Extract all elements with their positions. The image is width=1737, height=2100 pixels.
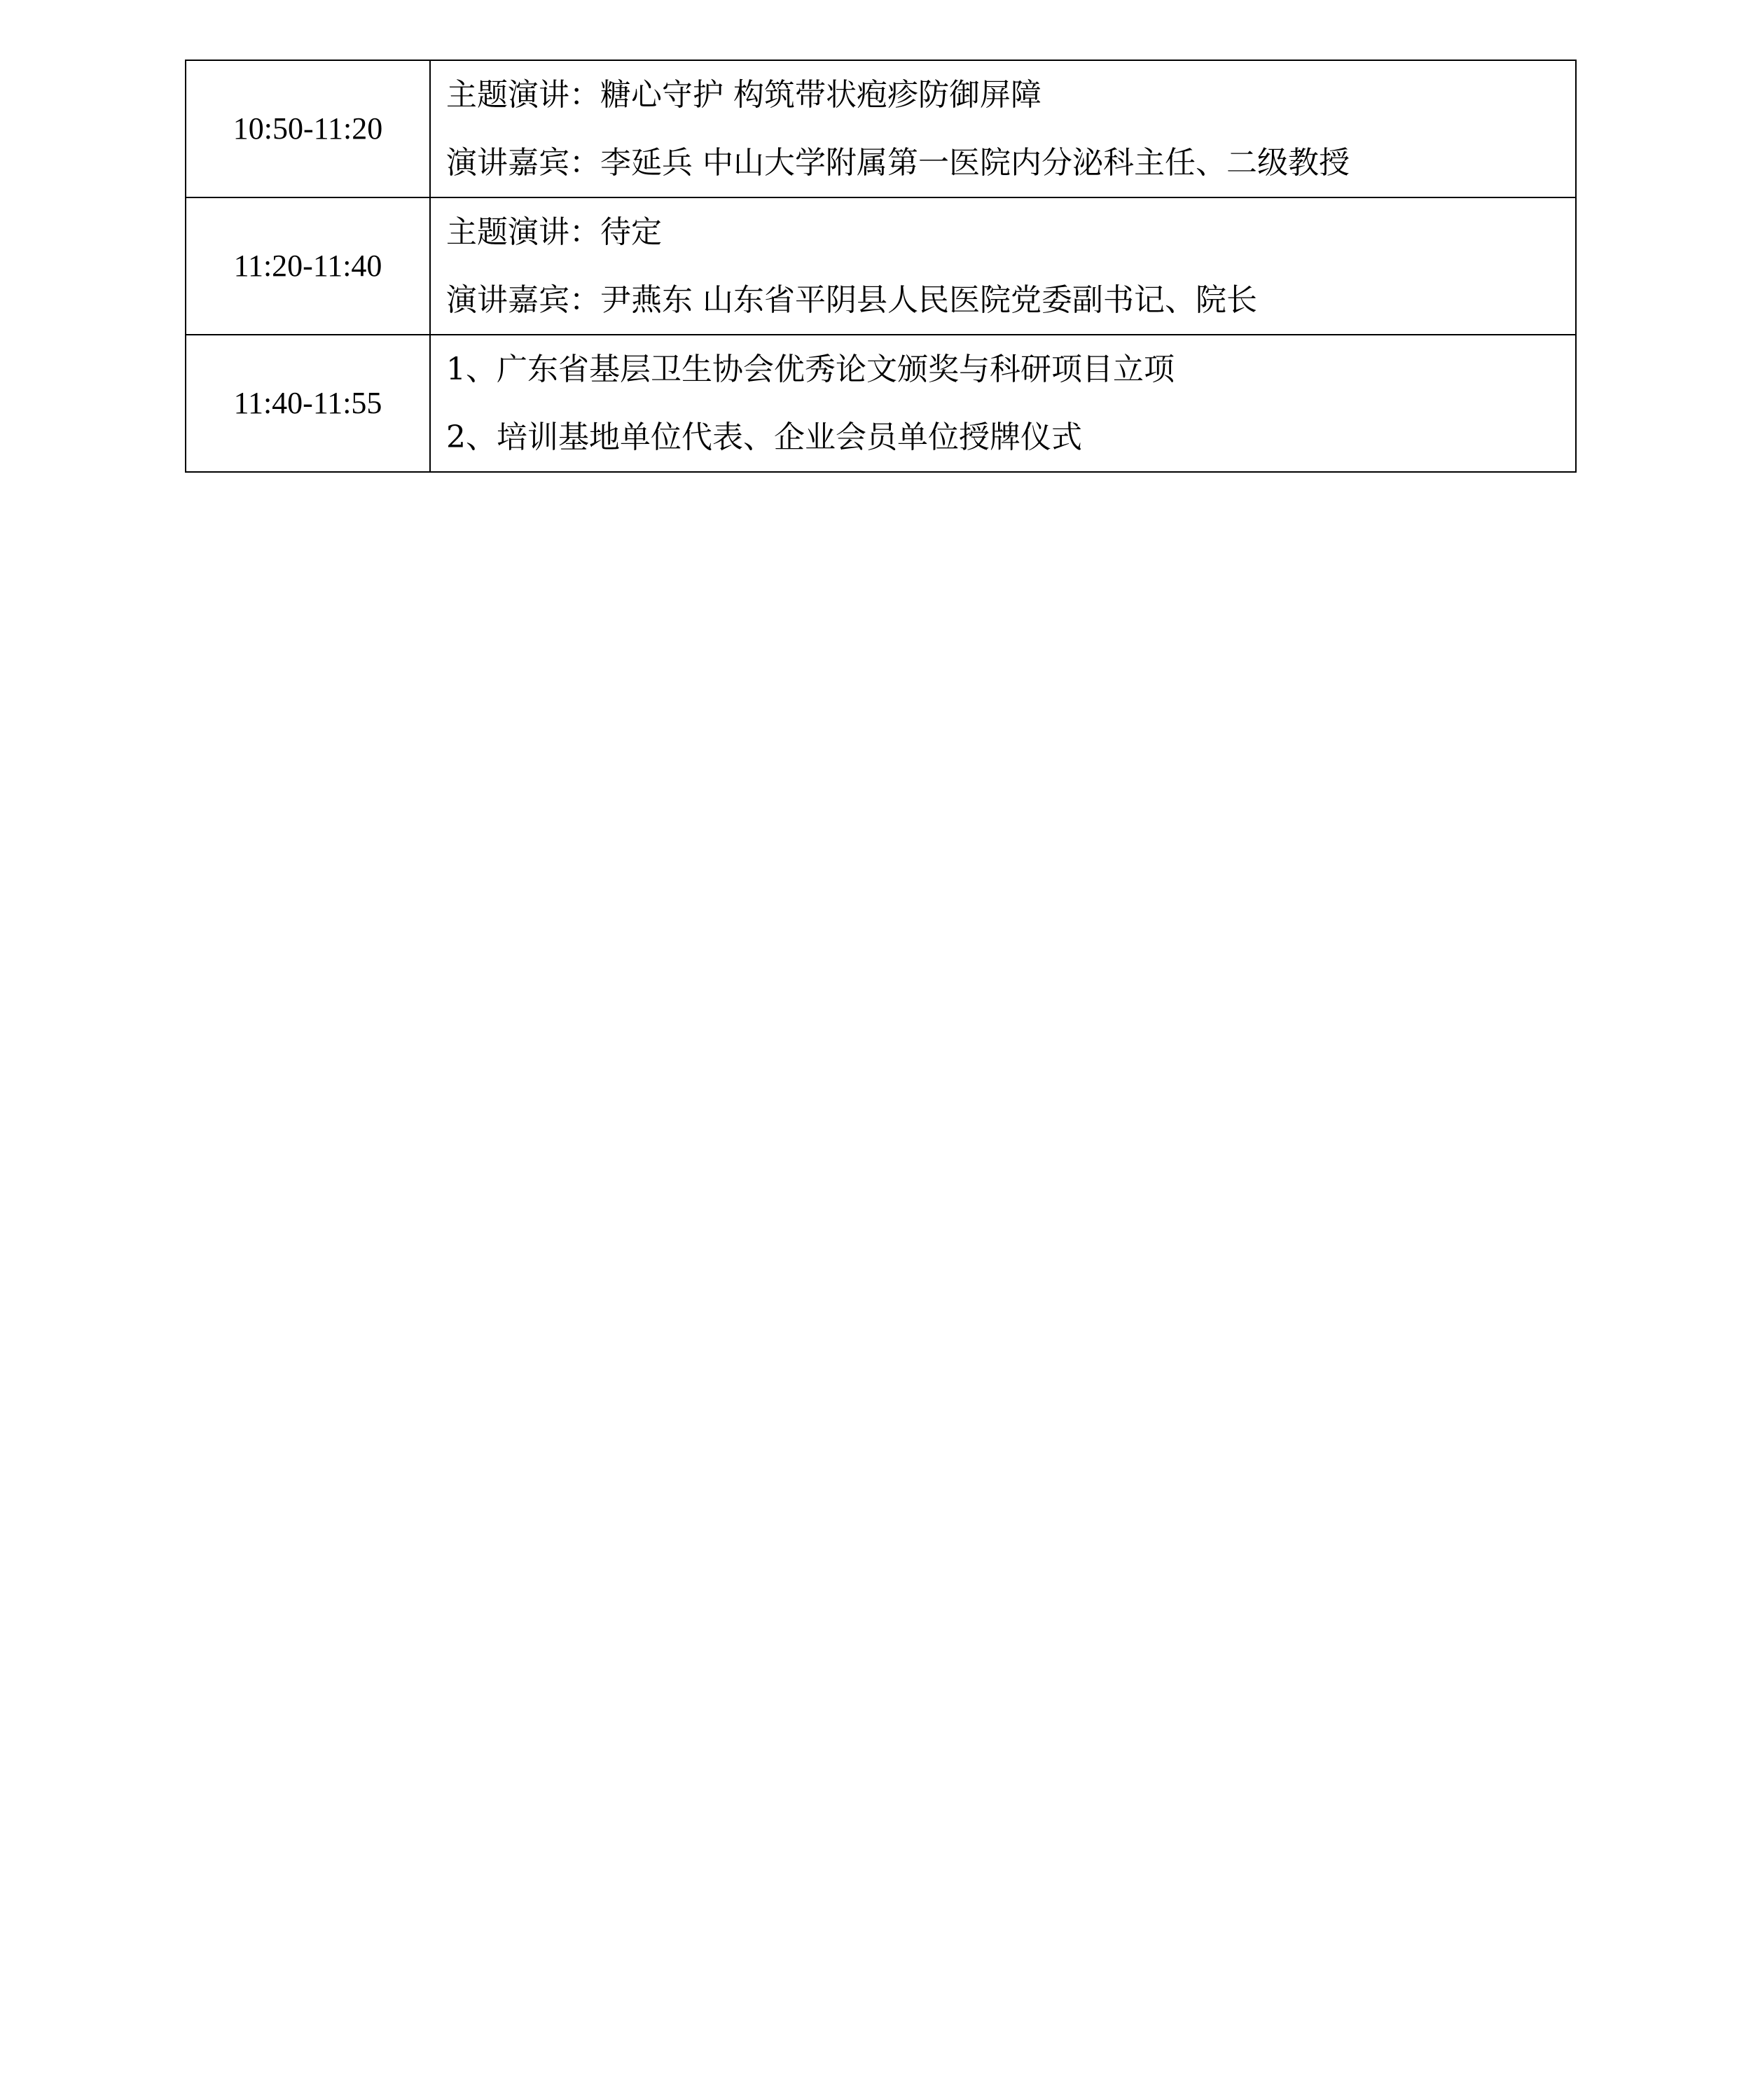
content-cell	[430, 60, 1576, 197]
table-row	[186, 60, 1576, 197]
schedule-table	[185, 60, 1577, 473]
speaker-line: 演讲嘉宾：李延兵 中山大学附属第一医院内分泌科主任、二级教授	[446, 145, 1350, 181]
topic-line: 主题演讲：糖心守护 构筑带状疱疹防御屏障	[446, 77, 1041, 113]
time-cell: 11:40-11:55	[186, 335, 430, 472]
time-cell: 10:50-11:20	[186, 60, 430, 197]
table-row	[186, 197, 1576, 335]
agenda-item: 2、培训基地单位代表、企业会员单位授牌仪式	[446, 419, 1082, 455]
speaker-line: 演讲嘉宾：尹燕东 山东省平阴县人民医院党委副书记、院长	[446, 282, 1257, 318]
content-cell	[430, 335, 1576, 472]
agenda-item: 1、广东省基层卫生协会优秀论文颁奖与科研项目立项	[446, 352, 1175, 387]
content-cell	[430, 197, 1576, 335]
time-cell: 11:20-11:40	[186, 197, 430, 335]
topic-line: 主题演讲：待定	[446, 214, 662, 250]
table-row	[186, 335, 1576, 472]
